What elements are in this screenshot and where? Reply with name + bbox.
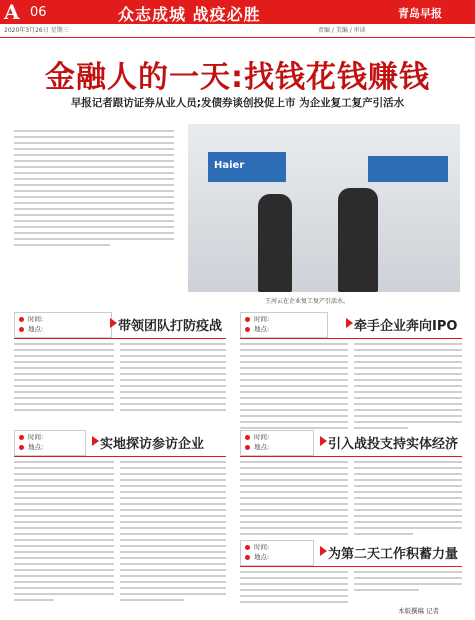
- time-place-box: 时间: 地点:: [14, 430, 86, 456]
- section-rule: [240, 456, 462, 457]
- section-title: 实地探访参访企业: [100, 437, 205, 452]
- section-rule: [240, 566, 462, 567]
- photo-caption: 王河云在企业复工复产引活水。: [265, 298, 350, 305]
- section-title: 为第二天工作积蓄力量: [328, 547, 459, 562]
- section-text: [354, 343, 462, 433]
- editor-credits: 责编 / 美编 / 审读: [318, 27, 366, 34]
- intro-text-block: [14, 130, 174, 250]
- news-photo: [188, 124, 460, 292]
- page-number: 06: [30, 5, 47, 20]
- section-marker-icon: [92, 436, 99, 446]
- section-text: [354, 571, 462, 595]
- section-marker-icon: [320, 546, 327, 556]
- section-text: [14, 461, 114, 605]
- section-rule: [14, 338, 226, 339]
- section-text: [240, 343, 348, 433]
- section-text: [240, 461, 348, 539]
- byline: 本版撰稿 记者: [398, 607, 440, 615]
- section-text: [240, 571, 348, 607]
- person-figure: [338, 188, 378, 292]
- time-place-box: 时间: 地点:: [240, 540, 314, 566]
- section-rule: [14, 456, 226, 457]
- section-text: [120, 461, 226, 605]
- company-sign-2: [368, 156, 448, 182]
- section-marker-icon: [320, 436, 327, 446]
- section-marker-icon: [346, 318, 353, 328]
- sub-headline: 早报记者跟访证券从业人员;发债券谈创投促上市 为企业复工复产引活水: [70, 97, 405, 109]
- newspaper-brand: 青岛早报: [398, 7, 442, 20]
- section-rule: [240, 338, 462, 339]
- page-theme-title: 众志成城 战疫必胜: [118, 5, 261, 24]
- section-title: 带领团队打防疫战: [118, 319, 223, 334]
- section-text: [354, 461, 462, 539]
- section-text: [120, 343, 226, 415]
- time-place-box: 时间: 地点:: [240, 312, 328, 338]
- section-title: 引入战投支持实体经济: [328, 437, 459, 452]
- company-sign: Haier: [208, 152, 286, 182]
- section-letter: A: [4, 0, 20, 24]
- person-figure: [258, 194, 292, 292]
- main-headline: 金融人的一天:找钱花钱赚钱: [45, 60, 430, 95]
- time-place-box: 时间: 地点:: [14, 312, 112, 338]
- time-place-box: 时间: 地点:: [240, 430, 314, 456]
- section-title: 牵手企业奔向IPO: [354, 319, 458, 334]
- header-rule: [0, 37, 475, 38]
- section-text: [14, 343, 114, 415]
- section-marker-icon: [110, 318, 117, 328]
- issue-date: 2020年3月26日 星期三: [4, 27, 69, 34]
